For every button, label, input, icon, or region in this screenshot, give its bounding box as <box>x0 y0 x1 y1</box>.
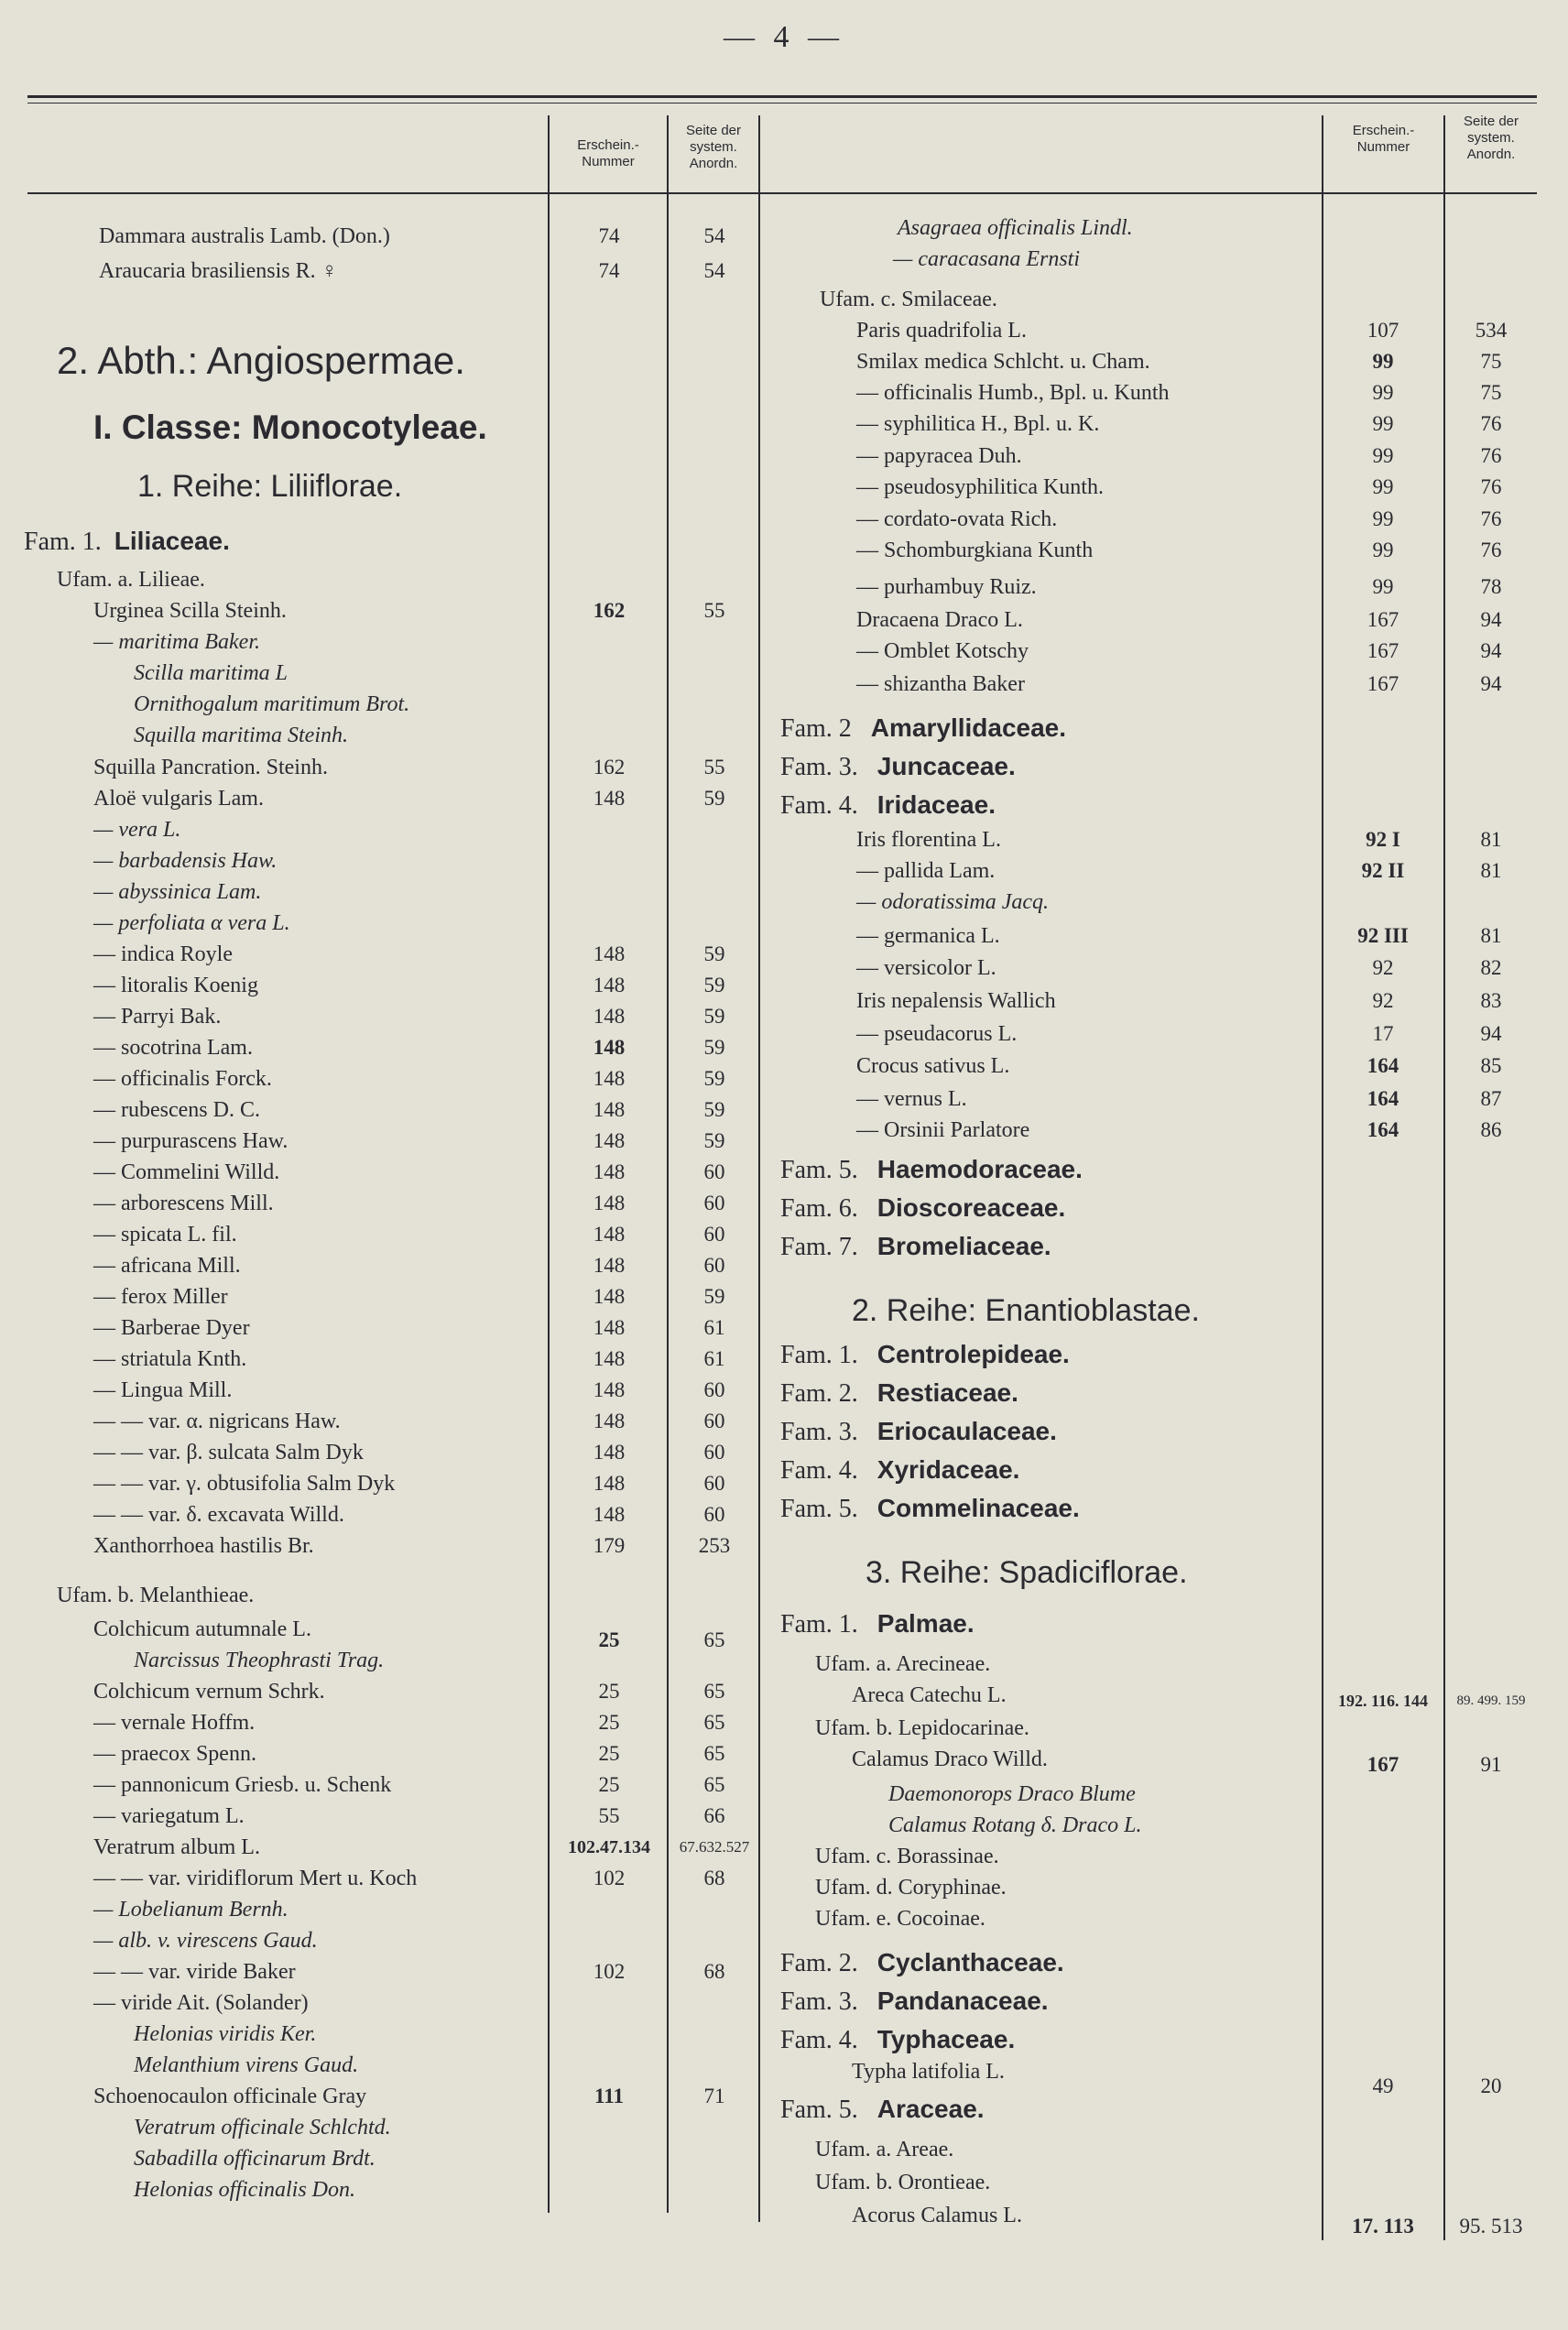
seite-header-right: Seite der system. Anordn. <box>1463 114 1519 162</box>
ersch-header-left: Erschein.- Nummer <box>577 137 639 169</box>
header-rule <box>27 192 1537 194</box>
page-number: — 4 — <box>724 20 844 54</box>
reihe-heading: 2. Reihe: Enantioblastae. <box>852 1293 1200 1328</box>
reihe-heading: 3. Reihe: Spadiciflorae. <box>866 1555 1188 1590</box>
classe-heading: I. Classe: Monocotyleae. <box>93 408 487 446</box>
seite-header-left: Seite der system. Anordn. <box>685 123 742 171</box>
ersch-header-right: Erschein.- Nummer <box>1352 123 1415 155</box>
catalog-page: — 4 — Erschein.- Nummer Seite der system. Anordn. Erschein.- Nummer Seite der system. Anordn. Dammara australis Lamb. (Don.) 74 54 Araucaria brasiliensis R. ♀ 74 54 2. Abth.: Angiospermae. I. Classe: Monocotyleae. 1. Reihe: Liliiflorae. Fam. 1. Liliaceae. Ufam. a. Lilieae. Urginea Scilla Steinh. 162 55 — maritima Baker. Scilla maritima L Ornithogalum maritimum Brot. Squilla maritima Steinh. Squilla Pancration. Steinh. 162 55 Aloë vulgaris Lam. 148 59 — vera L. — barbadensis Haw. — abyssinica Lam. — perfoliata α vera L. — indica Royle 148 59 — litoralis Koenig 148 59 — Parryi Bak. 148 59 — socotrina Lam. 148 59 — officinalis Forck. 148 59 — rubescens D. C. 148 59 — purpurascens Haw. 148 59 — Commelini Willd. 148 60 — arborescens Mill. 148 60 — spicata L. fil. 148 60 — africana Mill. 148 60 — ferox Miller 148 59 — Barberae Dyer 148 61 — striatula Knth. 148 61 — Lingua Mill. 148 60 — — var. α. nigricans Haw. 148 60 — — var. β. sulcata Salm Dyk 148 60 — — var. γ. obtusifolia Salm Dyk 148 60 — — var. δ. excavata Willd. 148 60 Xanthorrhoea hastilis Br. 179 253 Ufam. b. Melanthieae. Colchicum autumnale L. 25 65 Narcissus Theophrasti Trag. Colchicum vernum Schrk. 25 65 — vernale Hoffm. 25 65 — praecox Spenn. 25 65 — pannonicum Griesb. u. Schenk 25 65 — variegatum L. 55 66 Veratrum album L. 102.47.134 67.632.527 — — var. viridiflorum Mert u. Koch 102 68 — Lobelianum Bernh. — alb. v. virescens Gaud. — — var. viride Baker 102 68 — viride Ait. (Solander) Helonias viridis Ker. Melanthium virens Gaud. Schoenocaulon officinale Gray 111 71 Veratrum officinale Schlchtd. Sabadilla officinarum Brdt. Helonias officinalis Don. Asagraea officinalis Lindl. — caracasana Ernsti Ufam. c. Smilaceae. Paris quadrifolia L. 107 534 Smilax medica Schlcht. u. Cham. 99 75 — officinalis Humb., Bpl. u. Kunth 99 75 — syphilitica H., Bpl. u. K. 99 76 — papyracea Duh. 99 76 — pseudosyphilitica Kunth. 99 76 — cordato-ovata Rich. 99 76 — Schomburgkiana Kunth 99 76 — purhambuy Ruiz. 99 78 Dracaena Draco L. 167 94 — Omblet Kotschy 167 94 — shizantha Baker 167 94 Fam. 2 Amaryllidaceae. Fam. 3. Juncaceae. Fam. 4. Iridaceae. Iris florentina L. 92 I 81 — pallida Lam. 92 II 81 — odoratissima Jacq. — germanica L. 92 III 81 — versicolor L. 92 82 Iris nepalensis Wallich 92 83 — pseudacorus L. 17 94 Crocus sativus L. 164 85 — vernus L. 164 87 — Orsinii Parlatore 164 86 Fam. 5. Haemodoraceae. Fam. 6. Dioscoreaceae. Fam. 7. Bromeliaceae. 2. Reihe: Enantioblastae. Fam. 1. Centrolepideae. Fam. 2. Restiaceae. Fam. 3. Eriocaulaceae. Fam. 4. Xyridaceae. Fam. 5. Commelinaceae. 3. Reihe: Spadiciflorae. Fam. 1. Palmae. Ufam. a. Arecineae. Areca Catechu L. 192. 116. 144 89. 499. 159 Ufam. b. Lepidocarinae. Calamus Draco Willd. 167 91 Daemonorops Draco Blume Calamus Rotang δ. Draco L. Ufam. c. Borassinae. Ufam. d. Coryphinae. Ufam. e. Cocoinae. Fam. 2. Cyclanthaceae. Fam. 3. Pandanaceae. Fam. 4. Typhaceae. Typha latifolia L. 49 20 Fam. 5. Araceae. Ufam. a. Areae. Ufam. b. Orontieae. Acorus Calamus L. 17. 113 95. 513 <box>0 0 1568 2330</box>
top-rule <box>27 95 1537 98</box>
abteilung-heading: 2. Abth.: Angiospermae. <box>57 339 465 382</box>
reihe-heading: 1. Reihe: Liliiflorae. <box>137 469 403 504</box>
